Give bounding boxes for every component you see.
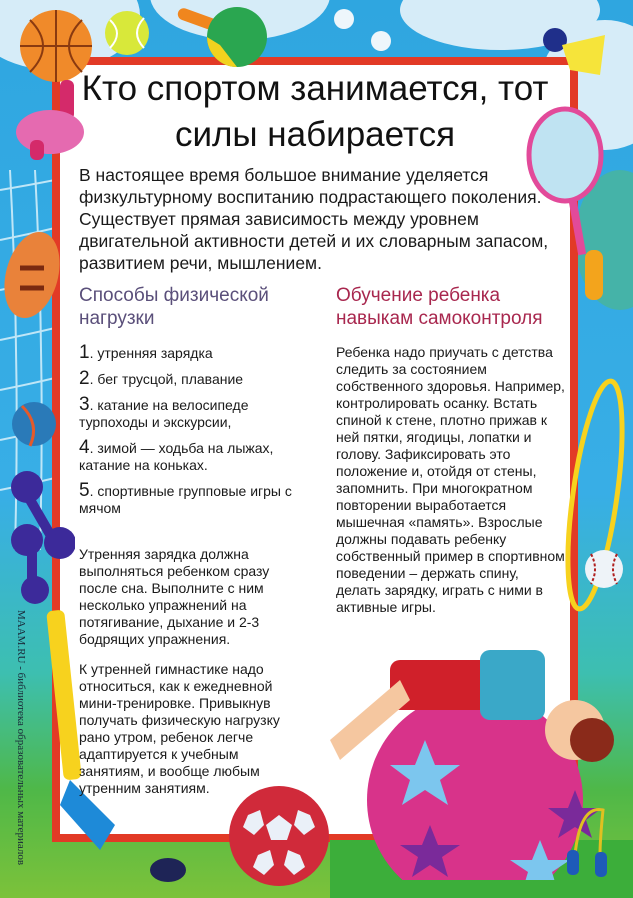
list-text: . спортивные групповые игры с мячом	[79, 483, 292, 516]
dumbbells-icon	[5, 465, 75, 605]
list-text: . катание на велосипеде турпоходы и экскурсии,	[79, 397, 249, 430]
activity-list	[79, 344, 304, 525]
list-item	[79, 396, 304, 431]
small-ball-icon	[333, 8, 355, 30]
list-number: 1	[79, 342, 90, 363]
poster-title: Кто спортом занимается, тот силы набирается	[81, 69, 549, 154]
hockey-puck-icon	[148, 855, 188, 885]
list-number: 3	[79, 394, 90, 415]
intro-paragraph: В настоящее время большое внимание уделяется физкультурному воспитанию подрастающего поколения. Существует прямая зависимость между уровнем двигательной активности детей и их словарным запасом, развитием речи, мышлением.	[79, 165, 549, 273]
heading-physical-activity: Способы физической нагрузки	[79, 285, 269, 329]
small-ball-icon	[370, 30, 392, 52]
self-control-paragraph: Ребенка надо приучать с детства следить за состоянием собственного здоровья. Например, контролировать осанку. Встать спиной к стене, плотно прижав к ней пятки, ягодицы, лопатки и голову. Зафиксировать это положение и, отойдя от стены, запомнить. При многократном повторении выработается мышечная «память». Взрослые должны подавать ребенку собственный пример в спортивном поведении – держать спину, делать зарядку, играть с ними в активные игры.	[336, 344, 565, 615]
list-text: . зимой — ходьба на лыжах, катание на коньках.	[79, 440, 274, 473]
gymnastics-paragraph: К утренней гимнастике надо относиться, как к ежедневной мини-тренировке. Привыкнув получать физическую нагрузку рано утром, ребенок легче адаптируется к учебным занятиям, и вообще любым утренним занятиям.	[79, 661, 280, 796]
heading-self-control: Обучение ребенка навыкам самоконтроля	[336, 285, 543, 329]
list-number: 2	[79, 368, 90, 389]
list-item	[79, 370, 304, 388]
list-number: 5	[79, 480, 90, 501]
list-text: . утренняя зарядка	[89, 345, 213, 361]
list-text: . бег трусцой, плавание	[89, 371, 244, 387]
football-icon	[2, 228, 62, 323]
morning-exercise-paragraph: Утренняя зарядка должна выполняться ребенком сразу после сна. Выполните с ним несколько упражнений на потягивание, дыхание и 2-3 бодрящих упражнения.	[79, 546, 270, 647]
baseball-icon	[583, 548, 625, 590]
ping-pong-paddle-icon	[175, 5, 270, 70]
jump-rope-icon	[555, 800, 615, 880]
list-number: 4	[79, 437, 90, 458]
rubber-ball-icon	[10, 400, 58, 448]
soccer-ball-icon	[228, 785, 330, 887]
list-item	[79, 439, 304, 474]
list-item	[79, 482, 304, 517]
list-item	[79, 344, 304, 362]
watermark-text: MAAM.RU - библиотека образовательных материалов	[15, 610, 27, 866]
tennis-ball-icon	[104, 10, 150, 56]
